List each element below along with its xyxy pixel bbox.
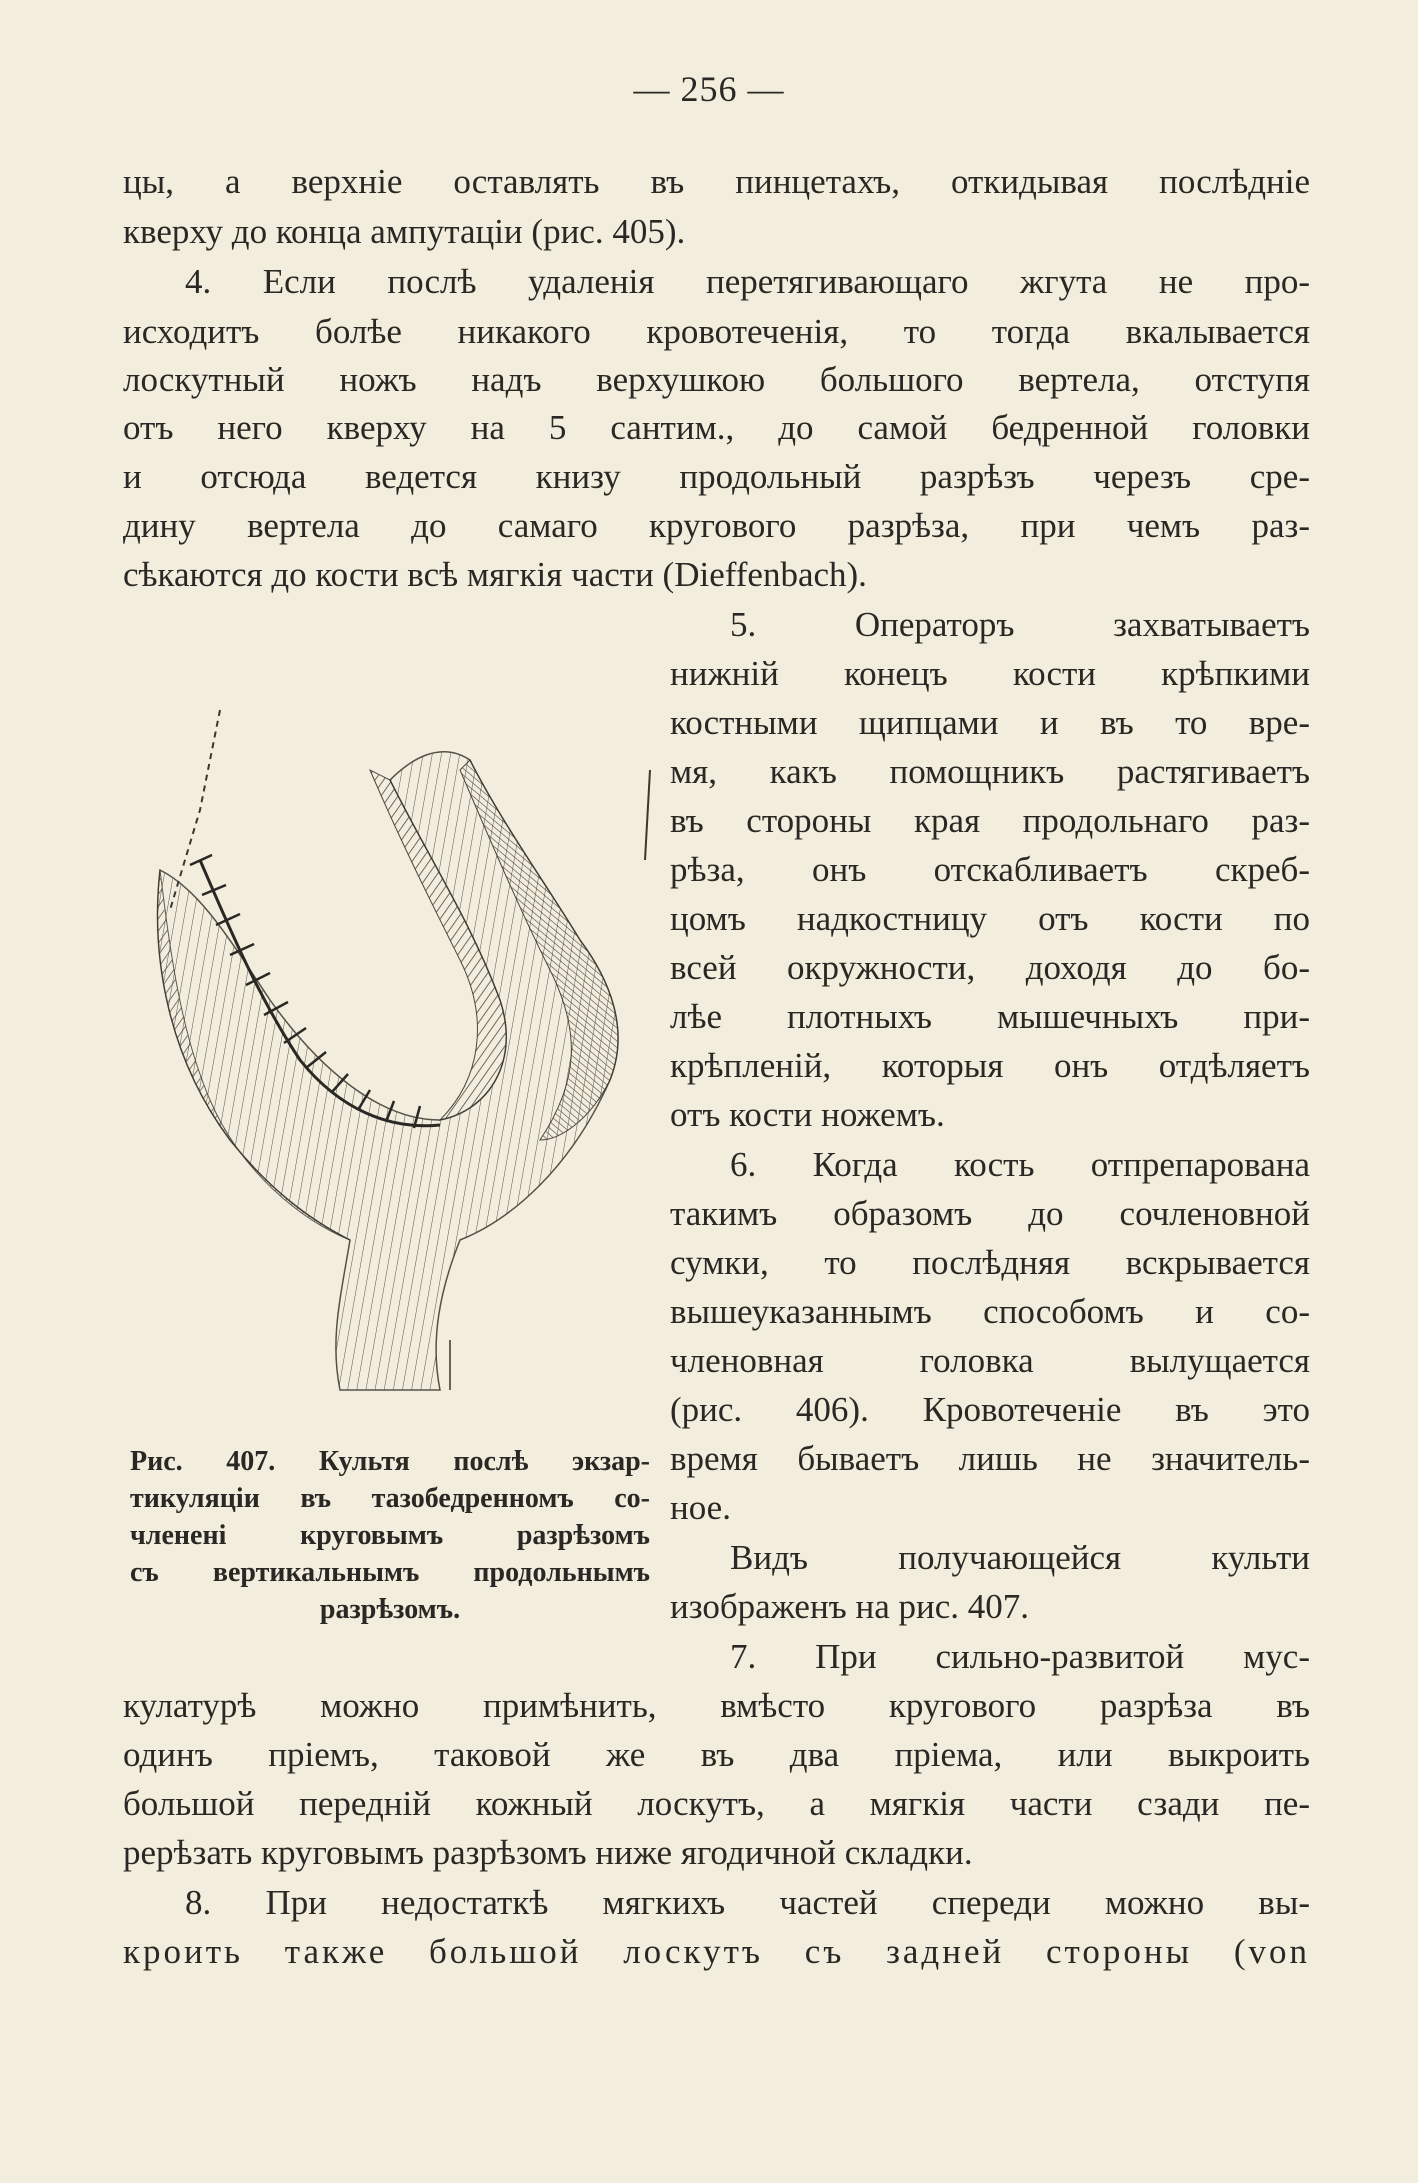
text-line: сумки, то послѣдняя вскрывается: [670, 1243, 1310, 1282]
caption-line: тикуляціи въ тазобедренномъ со-: [130, 1483, 650, 1514]
text-line: мя, какъ помощникъ растягиваетъ: [670, 752, 1310, 791]
text-line: 7. При сильно-развитой мус-: [730, 1637, 1310, 1676]
text-line: всей окружности, доходя до бо-: [670, 948, 1310, 987]
text-line: нижній конецъ кости крѣпкими: [670, 654, 1310, 693]
text-line: костными щипцами и въ то вре-: [670, 703, 1310, 742]
text-line: въ стороны края продольнаго раз-: [670, 801, 1310, 840]
text-line: цы, а верхніе оставлять въ пинцетахъ, откидывая послѣдніе: [123, 162, 1310, 201]
text-line: исходитъ болѣе никакого кровотеченія, то тогда вкалывается: [123, 312, 1310, 351]
text-line: рѣза, онъ отскабливаетъ скреб-: [670, 850, 1310, 889]
text-line: 4. Если послѣ удаленія перетягивающаго жгута не про-: [185, 262, 1310, 301]
text-line: членовная головка вылущается: [670, 1341, 1310, 1380]
text-line: 6. Когда кость отпрепарована: [730, 1145, 1310, 1184]
text-line: Видъ получающейся культи: [730, 1538, 1310, 1577]
text-line: вышеуказаннымъ способомъ и со-: [670, 1292, 1310, 1331]
text-line: (рис. 406). Кровотеченіе въ это: [670, 1390, 1310, 1429]
text-line: 8. При недостаткѣ мягкихъ частей спереди можно вы-: [185, 1883, 1310, 1922]
caption-line: разрѣзомъ.: [319, 1594, 461, 1625]
text-line: 5. Операторъ захватываетъ: [730, 605, 1310, 644]
text-line: большой передній кожный лоскутъ, а мягкія части сзади пе-: [123, 1784, 1310, 1823]
text-line: кверху до конца ампутаціи (рис. 405).: [123, 212, 686, 251]
text-line: такимъ образомъ до сочленовной: [670, 1194, 1310, 1233]
caption-line: Рис. 407. Культя послѣ экзар-: [130, 1446, 650, 1477]
text-line: отъ него кверху на 5 сантим., до самой бедренной головки: [123, 408, 1310, 447]
text-line: изображенъ на рис. 407.: [670, 1587, 1030, 1626]
figure-caption: [130, 1443, 650, 1628]
text-line: лѣе плотныхъ мышечныхъ при-: [670, 997, 1310, 1036]
text-line: время бываетъ лишь не значитель-: [670, 1439, 1310, 1478]
text-line: и отсюда ведется книзу продольный разрѣзъ черезъ сре-: [123, 457, 1310, 496]
text-line: ное.: [670, 1488, 731, 1527]
text-line: лоскутный ножъ надъ верхушкою большого вертела, отступя: [123, 360, 1310, 399]
text-line: кулатурѣ можно примѣнить, вмѣсто кругового разрѣза въ: [123, 1686, 1310, 1725]
text-line: цомъ надкостницу отъ кости по: [670, 899, 1310, 938]
text-line: сѣкаются до кости всѣ мягкія части (Dieffenbach).: [123, 555, 867, 594]
text-line: кроить также большой лоскутъ съ задней стороны (von: [123, 1932, 1310, 1971]
text-line: отъ кости ножемъ.: [670, 1095, 945, 1134]
text-line: одинъ пріемъ, таковой же въ два пріема, или выкроить: [123, 1735, 1310, 1774]
text-line: дину вертела до самаго кругового разрѣза, при чемъ раз-: [123, 506, 1310, 545]
caption-line: съ вертикальнымъ продольнымъ: [130, 1557, 650, 1588]
page-number: — 256 —: [633, 69, 785, 109]
figure-407-illustration: [140, 700, 660, 1400]
text-line: крѣпленій, которыя онъ отдѣляетъ: [670, 1046, 1310, 1085]
text-line: рерѣзать круговымъ разрѣзомъ ниже ягодичной складки.: [123, 1833, 973, 1872]
caption-line: членені круговымъ разрѣзомъ: [130, 1520, 650, 1551]
stump-engraving: [140, 700, 660, 1400]
